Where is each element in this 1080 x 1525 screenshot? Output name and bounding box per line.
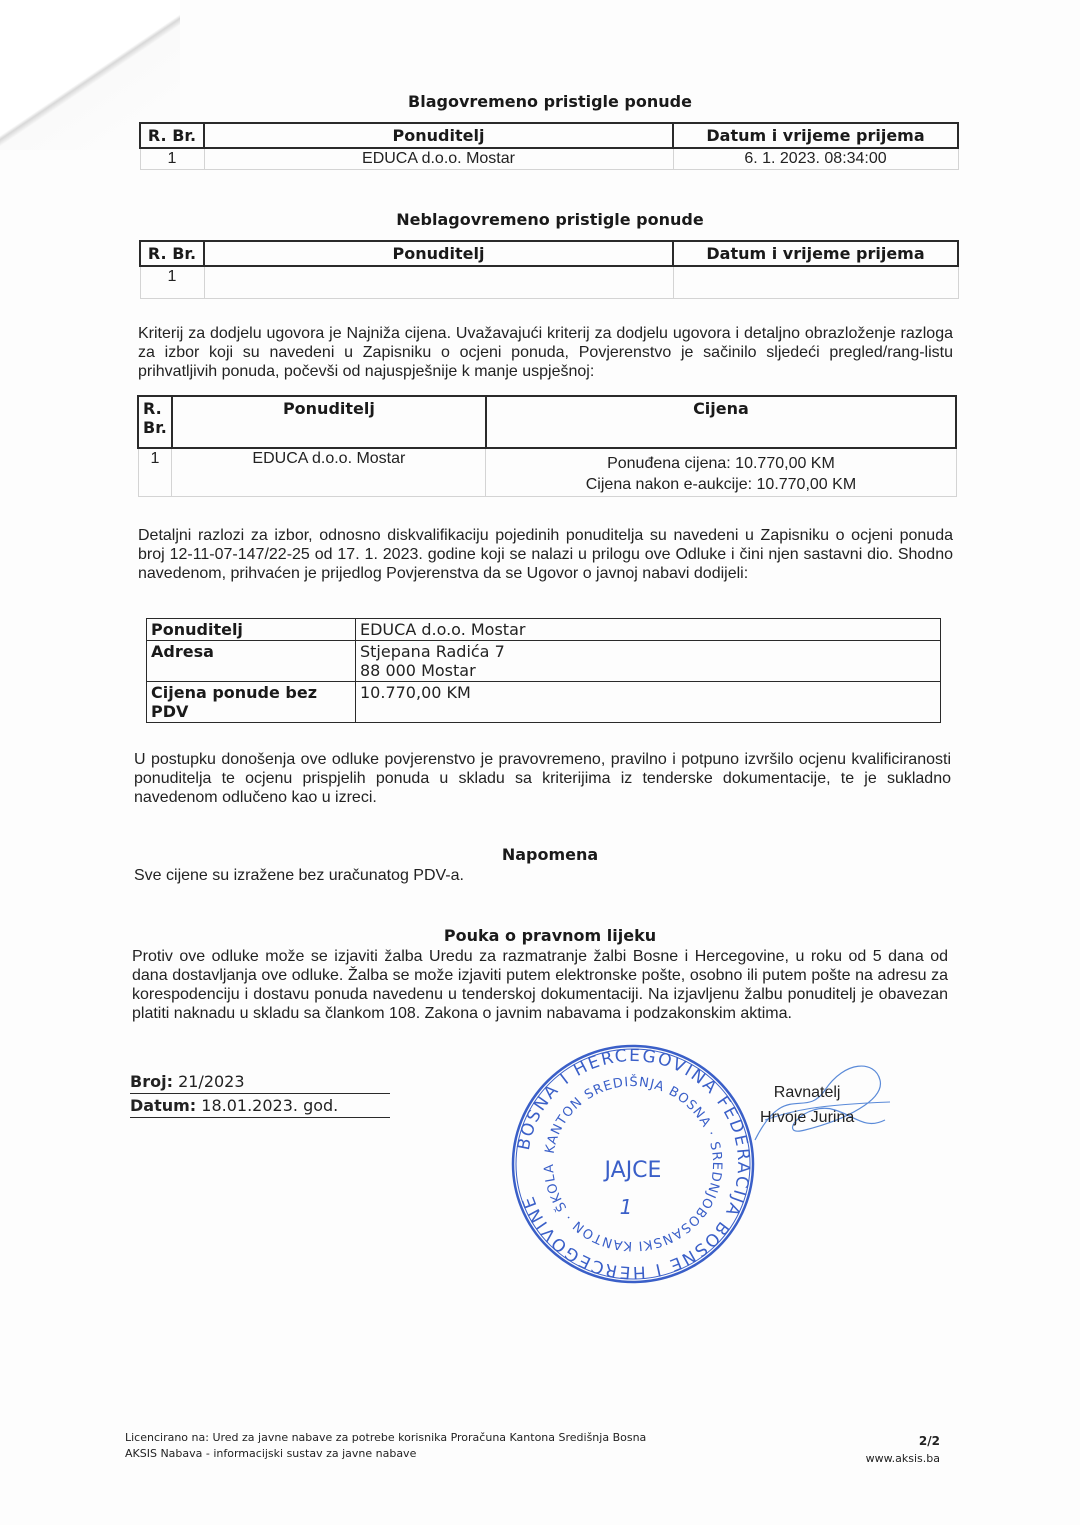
label-ponuditelj: Ponuditelj [147,619,356,641]
signatory-role: Ravnatelj [773,1084,841,1101]
cell-ponuditelj: EDUCA d.o.o. Mostar [172,448,486,497]
pouka-text: Protiv ove odluke može se izjaviti žalba Uredu za razmatranje žalbi Bosne i Hercegovine, u roku od 5 dana od dana dostavljanja ove odluke. Žalba se može izjaviti putem elektronske pošte, osobno ili putem pošte na adresu za korespodenciju i dostavu ponuda navedenu u tenderskoj dokumentaciji. Na izjavljenu žalbu ponuditelj je obavezan platiti naknadu u skladu sa člankom 108. Zakona o javnim nabavama i podzakonskim aktima. [132,948,948,1022]
footer-system: AKSIS Nabava - informacijski sustav za javne nabave [125,1447,417,1460]
table-row [140,148,958,170]
signature-block [760,1080,854,1130]
address-city: 88 000 Mostar [360,661,476,680]
col-header-rbr: R. Br. [140,241,204,266]
label-adresa: Adresa [147,641,356,682]
table-row [140,266,958,298]
footer-left [125,1430,646,1462]
cell-cijena [486,448,956,497]
official-stamp-icon [508,1042,758,1287]
cell-rbr: 1 [140,266,204,298]
col-header-cijena: Cijena [486,396,956,448]
section-title-late-offers: Neblagovremeno pristigle ponude [396,210,704,229]
col-header-ponuditelj: Ponuditelj [204,123,673,148]
datum-line: Datum: 18.01.2023. god. [130,1094,390,1118]
ranking-table [137,395,957,497]
footer-license: Licencirano na: Ured za javne nabave za potrebe korisnika Proračuna Kantona Središnja Bosna [125,1431,647,1444]
signatory-name: Hrvoje Jurina [760,1109,855,1126]
cell-ponuditelj [204,266,673,298]
col-header-datum: Datum i vrijeme prijema [673,241,958,266]
col-header-datum: Datum i vrijeme prijema [673,123,958,148]
pouka-title: Pouka o pravnom lijeku [443,926,657,945]
value-cijena: 10.770,00 KM [356,682,941,723]
price-after-eauction: Cijena nakon e-aukcije: 10.770,00 KM [585,476,857,493]
napomena-title: Napomena [501,845,599,864]
table-row [138,448,956,497]
value-ponuditelj: EDUCA d.o.o. Mostar [356,619,941,641]
section-title-timely-offers: Blagovremeno pristigle ponude [408,92,692,111]
page-number: 2/2 [918,1434,940,1448]
cell-rbr: 1 [140,148,204,170]
winner-table [146,618,941,723]
cell-datum: 6. 1. 2023. 08:34:00 [673,148,958,170]
footer-right [866,1433,940,1467]
napomena-text: Sve cijene su izražene bez uračunatog PDV-a. [134,867,464,884]
footer-website: www.aksis.ba [865,1452,940,1465]
criteria-paragraph: Kriterij za dodjelu ugovora je Najniža cijena. Uvažavajući kriterij za dodjelu ugovora i detaljno obrazloženje razloga za izbor koji su navedeni u Zapisniku o ocjeni ponuda, Povjerenstvo je sačinilo sljedeći pregled/rang-listu prihvatljivih ponuda, počevši od najuspješnije k manje uspješnoj: [138,325,953,380]
value-adresa [356,641,941,682]
broj-line: Broj: 21/2023 [130,1070,390,1094]
address-street: Stjepana Radića 7 [360,642,505,661]
cell-datum [673,266,958,298]
stamp-city: JAJCE [604,1158,662,1183]
col-header-rbr: R. Br. [140,123,204,148]
reasons-paragraph: Detaljni razlozi za izbor, odnosno diskvalifikaciju pojedinih ponuditelja su navedeni u Zapisniku o ocjeni ponuda broj 12-11-07-147/22-25 od 17. 1. 2023. godine koji se nalazi u prilogu ove Odluke i čini njen sastavni dio. Shodno navedenom, prihvaćen je prijedlog Povjerenstva da se Ugovor o javnoj nabavi dodijeli: [138,527,953,582]
late-offers-table [139,240,959,299]
svg-text:1: 1 [619,1195,633,1219]
svg-text:BOSNA I HERCEGOVINA FEDERACIJA: BOSNA I HERCEGOVINA FEDERACIJA BOSNE I HERCEGOVINE [513,1045,754,1283]
datum-value: 18.01.2023. god. [201,1096,339,1115]
broj-value: 21/2023 [178,1072,245,1091]
timely-offers-table [139,122,959,170]
cell-ponuditelj: EDUCA d.o.o. Mostar [204,148,673,170]
svg-text:KANTON SREDIŠNJA BOSNA · SREDN: KANTON SREDIŠNJA BOSNA · SREDNJOBOSANSKI KANTON · ŠKOLA [541,1074,725,1254]
label-cijena: Cijena ponude bez PDV [147,682,356,723]
offered-price: Ponuđena cijena: 10.770,00 KM [607,455,835,472]
col-header-ponuditelj: Ponuditelj [204,241,673,266]
procedure-paragraph: U postupku donošenja ove odluke povjerenstvo je pravovremeno, pravilno i potpuno izvršilo ocjenu kvalificiranosti ponuditelja te ocjenu prispjelih ponuda u skladu sa kriterijima iz tenderske dokumentacije, te je sukladno navedenom odlučeno kao u izreci. [134,751,951,806]
document-meta [130,1070,390,1118]
col-header-ponuditelj: Ponuditelj [172,396,486,448]
cell-rbr: 1 [138,448,172,497]
col-header-rbr: R. Br. [138,396,172,448]
